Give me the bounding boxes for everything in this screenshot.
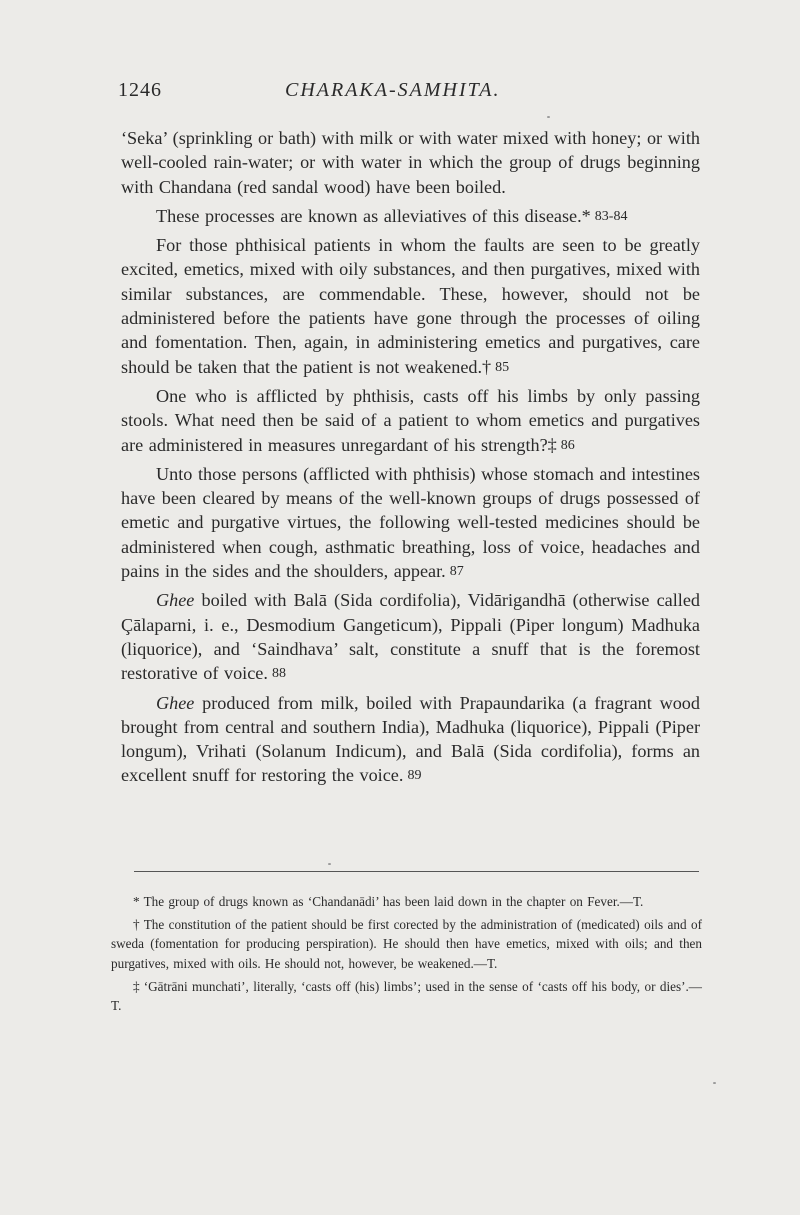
footnote-divider [134, 871, 699, 872]
verse-ref: 89 [407, 768, 422, 784]
running-title: CHARAKA-SAMHITA. [285, 79, 501, 101]
paragraph: These processes are known as alleviatives of this disease.* 83-84 [156, 205, 628, 226]
footnote: † The constitution of the patient should be first corected by the administration of (medicated) oils and of sweda (fomentation for producing perspiration). He should then have emetics, mixed with oils; and then purgatives, mixed with oils. He should not, however, be weakened.—T. [111, 917, 702, 971]
main-text [121, 126, 700, 793]
paragraph: Ghee boiled with Balā (Sida cordifolia), Vidārigandhā (otherwise called Çālaparni, i. e., Desmodium Gangeticum), Pippali (Piper longum) Madhuka (liquorice), and ‘Saindhava’ salt, constitute a snuff that is the foremost restorative of voice. 88 [121, 590, 700, 684]
page-header [0, 76, 800, 106]
footnote: * The group of drugs known as ‘Chandanādi’ has been laid down in the chapter on Fever.—T. [133, 894, 644, 909]
paragraph: ‘Seka’ (sprinkling or bath) with milk or with water mixed with honey; or with well-cooled rain-water; or with water in which the group of drugs beginning with Chandana (red sandal wood) have been boiled. [121, 128, 700, 197]
footnotes [111, 892, 702, 1019]
verse-ref: 86 [560, 437, 575, 453]
paragraph: One who is afflicted by phthisis, casts off his limbs by only passing stools. What need then be said of a patient to whom emetics and purgatives are administered in measures unregardant of his strength?‡ 86 [121, 385, 700, 455]
verse-ref: 87 [449, 564, 464, 580]
paper-speck [547, 116, 550, 118]
page-number: 1246 [118, 79, 162, 101]
verse-ref: 88 [271, 666, 286, 682]
paragraph: For those phthisical patients in whom the faults are seen to be greatly excited, emetics, mixed with oily substances, and then purgatives, mixed with similar substances, are commendable. These, however, should not be administered before the patients have gone through the processes of oiling and fomentation. Then, again, in administering emetics and purgatives, care should be taken that the patient is not weakened.† 85 [121, 235, 700, 377]
verse-ref: 85 [495, 359, 510, 375]
paper-speck [713, 1082, 716, 1084]
paper-speck [328, 863, 331, 865]
paragraph: Ghee produced from milk, boiled with Prapaundarika (a fragrant wood brought from central and southern India), Madhuka (liquorice), Pippali (Piper longum), Vrihati (Solanum Indicum), and Balā (Sida cordifolia), forms an excellent snuff for restoring the voice. 89 [121, 692, 700, 786]
paragraph: Unto those persons (afflicted with phthisis) whose stomach and intestines have been cleared by means of the well-known groups of drugs possessed of emetic and purgative virtues, the following well-tested medicines should be administered when cough, asthmatic breathing, loss of voice, headaches and pains in the sides and the shoulders, appear. 87 [121, 463, 700, 582]
verse-ref: 83-84 [594, 208, 628, 224]
footnote: ‡ ‘Gātrāni munchati’, literally, ‘casts off (his) limbs’; used in the sense of ‘casts off his body, or dies’.—T. [111, 978, 702, 1014]
